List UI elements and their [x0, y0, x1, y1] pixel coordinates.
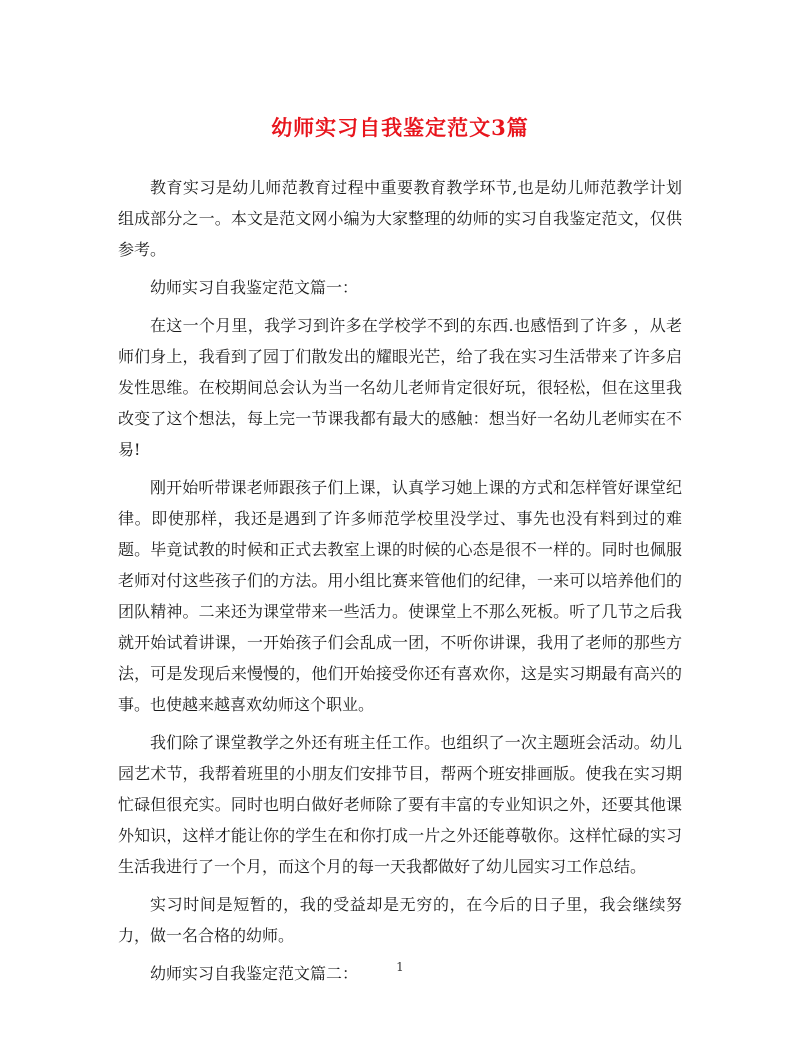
document-title: 幼师实习自我鉴定范文3篇: [271, 115, 529, 140]
intro-paragraph: 教育实习是幼儿师范教育过程中重要教育教学环节,也是幼儿师范教学计划组成部分之一。本文是范文网小编为大家整理的幼师的实习自我鉴定范文，仅供参考。: [118, 178, 682, 259]
section-heading-1: 幼师实习自我鉴定范文篇一：: [150, 278, 359, 297]
section-heading-2: 幼师实习自我鉴定范文篇二：: [150, 964, 359, 983]
body-paragraph: 实习时间是短暂的，我的受益却是无穷的，在今后的日子里，我会继续努力，做一名合格的幼师。: [118, 895, 682, 945]
page-number: 1: [396, 960, 404, 974]
body-paragraph: 我们除了课堂教学之外还有班主任工作。也组织了一次主题班会活动。幼儿园艺术节，我帮着班里的小朋友们安排节目，帮两个班安排画版。使我在实习期忙碌但很充实。同时也明白做好老师除了要有丰富的专业知识之外，还要其他课外知识，这样才能让你的学生在和你打成一片之外还能尊敬你。这样忙碌的实习生活我进行了一个月，而这个月的每一天我都做好了幼儿园实习工作总结。: [118, 733, 682, 876]
body-paragraph: 在这一个月里，我学习到许多在学校学不到的东西.也感悟到了许多 ，从老师们身上，我看到了园丁们散发出的耀眼光芒，给了我在实习生活带来了许多启发性思维。在校期间总会认为当一名幼儿老师肯定很好玩，很轻松，但在这里我改变了这个想法，每上完一节课我都有最大的感触：想当好一名幼儿老师实在不易!: [118, 316, 682, 459]
document-body: [118, 172, 682, 996]
body-paragraph: 刚开始听带课老师跟孩子们上课，认真学习她上课的方式和怎样管好课堂纪律。即使那样，我还是遇到了许多师范学校里没学过、事先也没有料到过的难题。毕竟试教的时候和正式去教室上课的时候的心态是很不一样的。同时也佩服老师对付这些孩子们的方法。用小组比赛来管他们的纪律，一来可以培养他们的团队精神。二来还为课堂带来一些活力。使课堂上不那么死板。听了几节之后我就开始试着讲课，一开始孩子们会乱成一团，不听你讲课，我用了老师的那些方法，可是发现后来慢慢的，他们开始接受你还有喜欢你，这是实习期最有高兴的事。也使越来越喜欢幼师这个职业。: [118, 478, 682, 714]
